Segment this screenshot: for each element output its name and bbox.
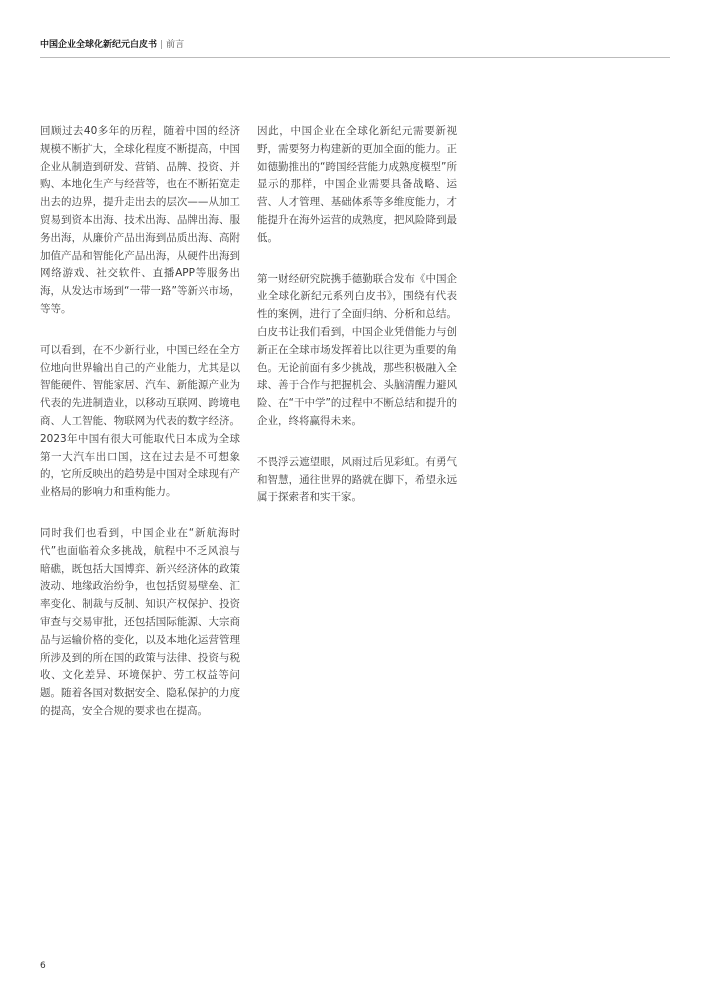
paragraph: 不畏浮云遮望眼，风雨过后见彩虹。有勇气和智慧，通往世界的路就在脚下，希望永远属于探索者和实干家。 (257, 455, 457, 504)
paragraph: 可以看到，在不少新行业，中国已经在全方位地向世界输出自己的产业能力，尤其是以智能硬件、智能家居、汽车、新能源产业为代表的先进制造业，以移动互联网、跨境电商、人工智能、物联网为代表的数字经济。2023年中国有很大可能取代日本成为全球第一大汽车出口国，这在过去是不可想象的，它所反映出的趋势是中国对全球现有产业格局的影响力和重构能力。 (40, 343, 240, 499)
paragraph: 同时我们也看到，中国企业在“新航海时代”也面临着众多挑战，航程中不乏风浪与暗礁，既包括大国博弈、新兴经济体的政策波动、地缘政治纷争，也包括贸易壁垒、汇率变化、制裁与反制、知识产权保护、投资审查与交易审批，还包括国际能源、大宗商品与运输价格的变化，以及本地化运营管理所涉及到的所在国的政策与法律、投资与税收、文化差异、环境保护、劳工权益等问题。随着各国对数据安全、隐私保护的力度的提高，安全合规的要求也在提高。 (40, 526, 240, 717)
document-title: 中国企业全球化新纪元白皮书 (40, 40, 158, 50)
page-number: 6 (40, 961, 46, 971)
right-column (257, 123, 457, 530)
section-name: 前言 (166, 40, 185, 50)
paragraph: 第一财经研究院携手德勤联合发布《中国企业全球化新纪元系列白皮书》，围绕有代表性的案例，进行了全面归纳、分析和总结。白皮书让我们看到，中国企业凭借能力与创新正在全球市场发挥着比以往更为重要的角色。无论前面有多少挑战，那些积极融入全球、善于合作与把握机会、头脑清醒力避风险、在“干中学”的过程中不断总结和提升的企业，终将赢得未来。 (257, 272, 457, 427)
header-rule (40, 57, 670, 58)
header-separator: | (160, 40, 164, 50)
paragraph: 回顾过去40多年的历程，随着中国的经济规模不断扩大，全球化程度不断提高，中国企业从制造到研发、营销、品牌、投资、并购、本地化生产与经营等，也在不断拓宽走出去的边界，提升走出去的层次——从加工贸易到资本出海、技术出海、品牌出海、服务出海，从廉价产品出海到品质出海、高附加值产品和智能化产品出海，从硬件出海到网络游戏、社交软件、直播APP等服务出海，从发达市场到“一带一路”等新兴市场，等等。 (40, 125, 240, 315)
running-header (40, 39, 184, 51)
left-column (40, 123, 240, 744)
paragraph: 因此，中国企业在全球化新纪元需要新视野，需要努力构建新的更加全面的能力。正如德勤推出的“跨国经营能力成熟度模型”所显示的那样，中国企业需要具备战略、运营、人才管理、基础体系等多维度能力，才能提升在海外运营的成熟度，把风险降到最低。 (257, 125, 457, 244)
